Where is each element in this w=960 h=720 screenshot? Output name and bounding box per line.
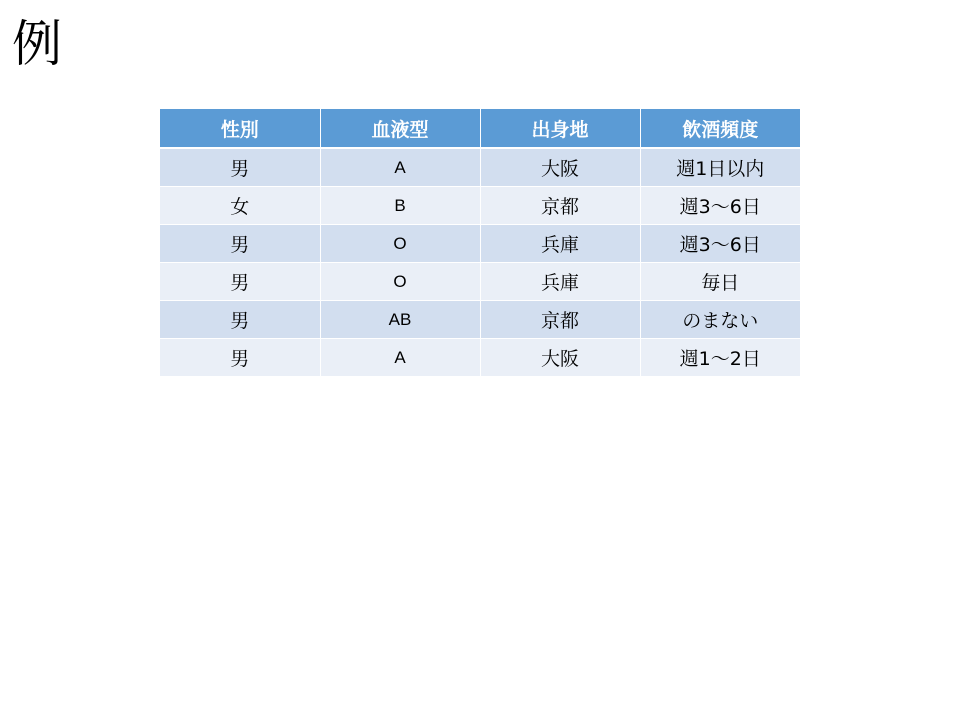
header-birthplace: 出身地 — [480, 109, 640, 148]
cell-birthplace: 大阪 — [480, 339, 640, 377]
cell-drinking-frequency: 週1～2日 — [640, 339, 800, 377]
cell-drinking-frequency: 週3～6日 — [640, 225, 800, 263]
data-table — [160, 109, 800, 377]
cell-drinking-frequency: 週3～6日 — [640, 187, 800, 225]
table-row — [160, 148, 800, 187]
table-row — [160, 339, 800, 377]
table-header-row — [160, 109, 800, 148]
header-drinking-frequency: 飲酒頻度 — [640, 109, 800, 148]
cell-gender: 女 — [160, 187, 320, 225]
cell-birthplace: 大阪 — [480, 148, 640, 187]
cell-drinking-frequency: 毎日 — [640, 263, 800, 301]
cell-blood-type: O — [320, 225, 480, 263]
table-row — [160, 263, 800, 301]
cell-gender: 男 — [160, 148, 320, 187]
cell-birthplace: 兵庫 — [480, 263, 640, 301]
table-row — [160, 225, 800, 263]
cell-drinking-frequency: のまない — [640, 301, 800, 339]
cell-drinking-frequency: 週1日以内 — [640, 148, 800, 187]
cell-gender: 男 — [160, 301, 320, 339]
slide-title: 例 — [12, 15, 62, 73]
cell-gender: 男 — [160, 339, 320, 377]
cell-birthplace: 兵庫 — [480, 225, 640, 263]
cell-gender: 男 — [160, 263, 320, 301]
cell-blood-type: B — [320, 187, 480, 225]
cell-blood-type: A — [320, 339, 480, 377]
cell-blood-type: AB — [320, 301, 480, 339]
table-row — [160, 301, 800, 339]
table-row — [160, 187, 800, 225]
header-blood-type: 血液型 — [320, 109, 480, 148]
header-gender: 性別 — [160, 109, 320, 148]
cell-blood-type: A — [320, 148, 480, 187]
cell-gender: 男 — [160, 225, 320, 263]
cell-birthplace: 京都 — [480, 187, 640, 225]
cell-birthplace: 京都 — [480, 301, 640, 339]
cell-blood-type: O — [320, 263, 480, 301]
